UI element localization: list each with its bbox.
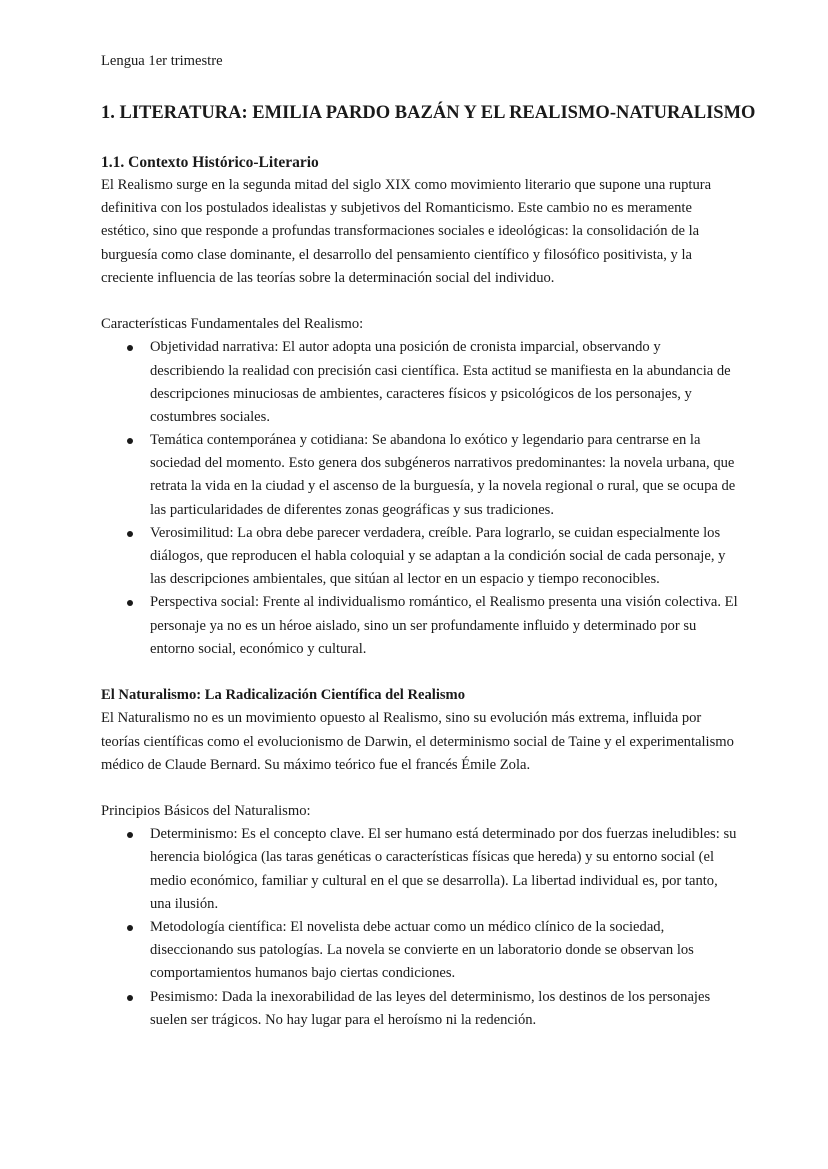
list-item (101, 591, 781, 661)
list-item (101, 823, 781, 916)
list-item-line: Verosimilitud: La obra debe parecer verdadera, creíble. Para lograrlo, se cuidan especialmente los (150, 524, 721, 541)
list-item (101, 522, 781, 592)
realism-characteristics-list (101, 336, 781, 661)
list-item-line: comportamientos humanos bajo ciertas condiciones. (150, 965, 456, 982)
list-item-line: Determinismo: Es el concepto clave. El ser humano está determinado por dos fuerzas ineludibles: su (150, 826, 737, 843)
text-line: definitiva con los postulados idealistas y subjetivos del Romanticismo. Este cambio no es meramente (101, 200, 692, 217)
list-item-line: las descripciones ambientales, que sitúan al lector en un espacio y tiempo reconocibles. (150, 571, 660, 588)
list-item-line: entorno social, económico y cultural. (150, 640, 367, 657)
list-item-line: personaje ya no es un héroe aislado, sino un ser profundamente influido y determinado por su (150, 617, 697, 634)
text-line: médico de Claude Bernard. Su máximo teórico fue el francés Émile Zola. (101, 756, 531, 773)
list-item-line: suelen ser trágicos. No hay lugar para el heroísmo ni la redención. (150, 1011, 537, 1028)
bullet-icon (127, 531, 133, 537)
list-item-line: una ilusión. (150, 895, 219, 912)
list-item-line: las particularidades de diferentes zonas geográficas y sus tradiciones. (150, 501, 555, 518)
text-line: creciente influencia de las teorías sobre la determinación social del individuo. (101, 269, 555, 286)
paragraph-realism-intro (101, 174, 781, 290)
bullet-icon (127, 600, 133, 606)
list-item (101, 986, 781, 1032)
list-item-line: diálogos, que reproducen el habla coloquial y se adaptan a la condición social de cada personaje, y (150, 548, 726, 564)
paragraph-naturalism-intro (101, 707, 781, 777)
list-item-line: retrata la vida en la ciudad y el ascenso de la burguesía, y la novela regional o rural, que se ocupa de (150, 478, 736, 495)
document-page (101, 50, 781, 1032)
page-header: Lengua 1er trimestre (101, 53, 223, 69)
bullet-icon (127, 995, 133, 1001)
document-title: 1. LITERATURA: EMILIA PARDO BAZÁN Y EL REALISMO-NATURALISMO (101, 103, 756, 123)
list-item-line: medio económico, familiar y cultural en el que se desarrolla). La libertad individual es, por tanto, (150, 872, 718, 889)
bullet-icon (127, 925, 133, 931)
text-line: El Realismo surge en la segunda mitad del siglo XIX como movimiento literario que supone una ruptura (101, 177, 712, 193)
list-item-line: descripciones minuciosas de ambientes, caracteres físicos y psicológicos de los personajes, y (150, 385, 692, 402)
list-item-line: costumbres sociales. (150, 408, 270, 425)
list-item-line: Metodología científica: El novelista debe actuar como un médico clínico de la sociedad, (150, 919, 665, 936)
list-item-line: Perspectiva social: Frente al individualismo romántico, el Realismo presenta una visión colectiva. El (150, 594, 738, 611)
text-line: teorías científicas como el evolucionismo de Darwin, el determinismo social de Taine y el experimentalismo (101, 733, 734, 750)
bullet-icon (127, 832, 133, 838)
list-item (101, 429, 781, 522)
list-item-line: sociedad del momento. Esto genera dos subgéneros narrativos predominantes: la novela urbana, que (150, 455, 735, 472)
list-item-line: herencia biológica (las taras genéticas o características físicas que hereda) y su entorno social (el (150, 849, 715, 866)
text-line: El Naturalismo no es un movimiento opuesto al Realismo, sino su evolución más extrema, influida por (101, 710, 702, 727)
naturalism-principles-list (101, 823, 781, 1032)
section-heading-naturalism: El Naturalismo: La Radicalización Científica del Realismo (101, 687, 466, 704)
list-item-line: Pesimismo: Dada la inexorabilidad de las leyes del determinismo, los destinos de los personajes (150, 988, 711, 1005)
bullet-icon (127, 438, 133, 444)
list-item-line: Temática contemporánea y cotidiana: Se abandona lo exótico y legendario para centrarse en la (150, 432, 701, 449)
text-line: burguesía como clase dominante, el desarrollo del pensamiento científico y filosófico positivista, y la (101, 246, 693, 263)
list-item-line: Objetividad narrativa: El autor adopta una posición de cronista imparcial, observando y (150, 339, 661, 356)
list-title-realism: Características Fundamentales del Realismo: (101, 316, 364, 333)
section-heading-context: 1.1. Contexto Histórico-Literario (101, 154, 319, 171)
list-item-line: describiendo la realidad con precisión casi científica. Esta actitud se manifiesta en la abundancia de (150, 362, 731, 379)
list-item-line: diseccionando sus patologías. La novela se convierte en un laboratorio donde se observan los (150, 942, 694, 959)
list-item (101, 336, 781, 429)
list-item (101, 916, 781, 986)
list-title-naturalism: Principios Básicos del Naturalismo: (101, 803, 311, 820)
bullet-icon (127, 345, 133, 351)
text-line: estético, sino que responde a profundas transformaciones sociales e ideológicas: la consolidación de la (101, 223, 700, 240)
